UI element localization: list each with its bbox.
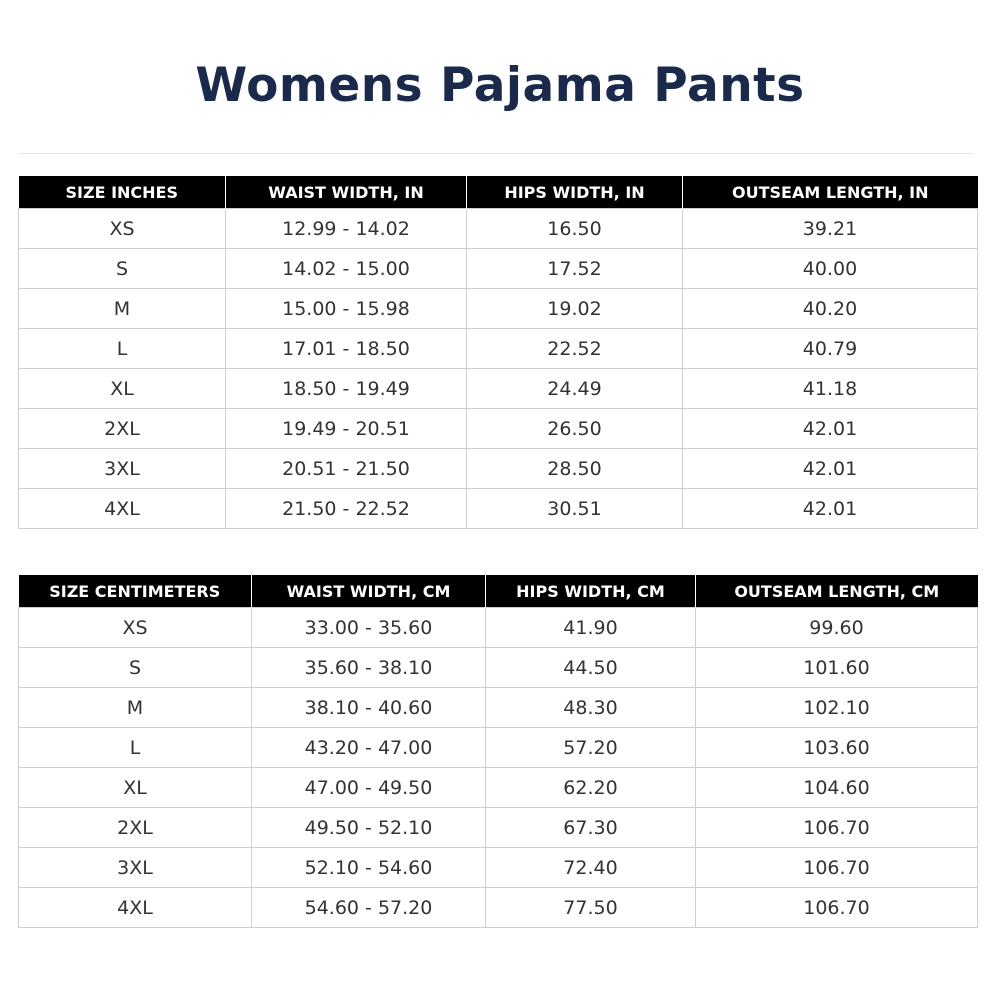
cell-waist-width: 47.00 - 49.50 (252, 768, 486, 808)
table-row (19, 688, 978, 728)
cell-size: 2XL (19, 808, 252, 848)
table-row (19, 648, 978, 688)
cell-hips-width: 67.30 (486, 808, 696, 848)
cell-size: L (19, 329, 226, 369)
cell-waist-width: 17.01 - 18.50 (226, 329, 467, 369)
cell-waist-width: 15.00 - 15.98 (226, 289, 467, 329)
cell-hips-width: 72.40 (486, 848, 696, 888)
cell-size: 3XL (19, 848, 252, 888)
table-row (19, 489, 978, 529)
cell-hips-width: 30.51 (467, 489, 683, 529)
cell-outseam-length: 104.60 (696, 768, 978, 808)
table-row (19, 608, 978, 648)
table-row (19, 808, 978, 848)
cell-hips-width: 57.20 (486, 728, 696, 768)
cell-waist-width: 49.50 - 52.10 (252, 808, 486, 848)
table-row (19, 289, 978, 329)
cell-hips-width: 24.49 (467, 369, 683, 409)
cell-outseam-length: 39.21 (683, 209, 978, 249)
table-row (19, 249, 978, 289)
header-outseam-length-cm: OUTSEAM LENGTH, CM (696, 575, 978, 608)
cell-waist-width: 19.49 - 20.51 (226, 409, 467, 449)
cell-outseam-length: 42.01 (683, 449, 978, 489)
header-size-inches: SIZE INCHES (19, 176, 226, 209)
table-row (19, 888, 978, 928)
table-row (19, 409, 978, 449)
cell-size: S (19, 648, 252, 688)
table-row (19, 728, 978, 768)
table-row (19, 369, 978, 409)
cell-hips-width: 19.02 (467, 289, 683, 329)
cell-hips-width: 26.50 (467, 409, 683, 449)
cell-size: 4XL (19, 489, 226, 529)
cell-size: 2XL (19, 409, 226, 449)
title-divider (18, 153, 974, 154)
header-outseam-length-in: OUTSEAM LENGTH, IN (683, 176, 978, 209)
header-hips-width-cm: HIPS WIDTH, CM (486, 575, 696, 608)
table-row (19, 768, 978, 808)
cell-hips-width: 28.50 (467, 449, 683, 489)
cell-outseam-length: 42.01 (683, 409, 978, 449)
cell-outseam-length: 103.60 (696, 728, 978, 768)
cell-size: M (19, 688, 252, 728)
cell-waist-width: 43.20 - 47.00 (252, 728, 486, 768)
size-table-centimeters (18, 575, 978, 928)
table-row (19, 209, 978, 249)
table-row (19, 848, 978, 888)
cell-outseam-length: 99.60 (696, 608, 978, 648)
cell-hips-width: 41.90 (486, 608, 696, 648)
cell-outseam-length: 101.60 (696, 648, 978, 688)
cell-outseam-length: 40.00 (683, 249, 978, 289)
cell-size: XS (19, 209, 226, 249)
table-header-row (19, 575, 978, 608)
table-header-row (19, 176, 978, 209)
cell-waist-width: 12.99 - 14.02 (226, 209, 467, 249)
cell-waist-width: 18.50 - 19.49 (226, 369, 467, 409)
cell-waist-width: 20.51 - 21.50 (226, 449, 467, 489)
page-title: Womens Pajama Pants (195, 58, 805, 113)
cell-size: 4XL (19, 888, 252, 928)
header-size-centimeters: SIZE CENTIMETERS (19, 575, 252, 608)
cell-size: S (19, 249, 226, 289)
cell-hips-width: 62.20 (486, 768, 696, 808)
cell-size: M (19, 289, 226, 329)
cell-hips-width: 16.50 (467, 209, 683, 249)
cell-outseam-length: 40.20 (683, 289, 978, 329)
table-row (19, 329, 978, 369)
cell-waist-width: 35.60 - 38.10 (252, 648, 486, 688)
cell-waist-width: 14.02 - 15.00 (226, 249, 467, 289)
table-row (19, 449, 978, 489)
cell-size: XL (19, 369, 226, 409)
cell-size: XL (19, 768, 252, 808)
cell-hips-width: 77.50 (486, 888, 696, 928)
cell-waist-width: 21.50 - 22.52 (226, 489, 467, 529)
cell-waist-width: 54.60 - 57.20 (252, 888, 486, 928)
cell-outseam-length: 40.79 (683, 329, 978, 369)
size-table-inches (18, 176, 978, 529)
header-waist-width-in: WAIST WIDTH, IN (226, 176, 467, 209)
cell-size: L (19, 728, 252, 768)
cell-waist-width: 38.10 - 40.60 (252, 688, 486, 728)
cell-outseam-length: 102.10 (696, 688, 978, 728)
cell-size: XS (19, 608, 252, 648)
cell-hips-width: 44.50 (486, 648, 696, 688)
cell-hips-width: 17.52 (467, 249, 683, 289)
cell-outseam-length: 41.18 (683, 369, 978, 409)
cell-outseam-length: 106.70 (696, 808, 978, 848)
cell-outseam-length: 106.70 (696, 888, 978, 928)
cell-outseam-length: 42.01 (683, 489, 978, 529)
header-waist-width-cm: WAIST WIDTH, CM (252, 575, 486, 608)
cell-hips-width: 48.30 (486, 688, 696, 728)
cell-size: 3XL (19, 449, 226, 489)
cell-waist-width: 52.10 - 54.60 (252, 848, 486, 888)
header-hips-width-in: HIPS WIDTH, IN (467, 176, 683, 209)
cell-outseam-length: 106.70 (696, 848, 978, 888)
cell-hips-width: 22.52 (467, 329, 683, 369)
cell-waist-width: 33.00 - 35.60 (252, 608, 486, 648)
